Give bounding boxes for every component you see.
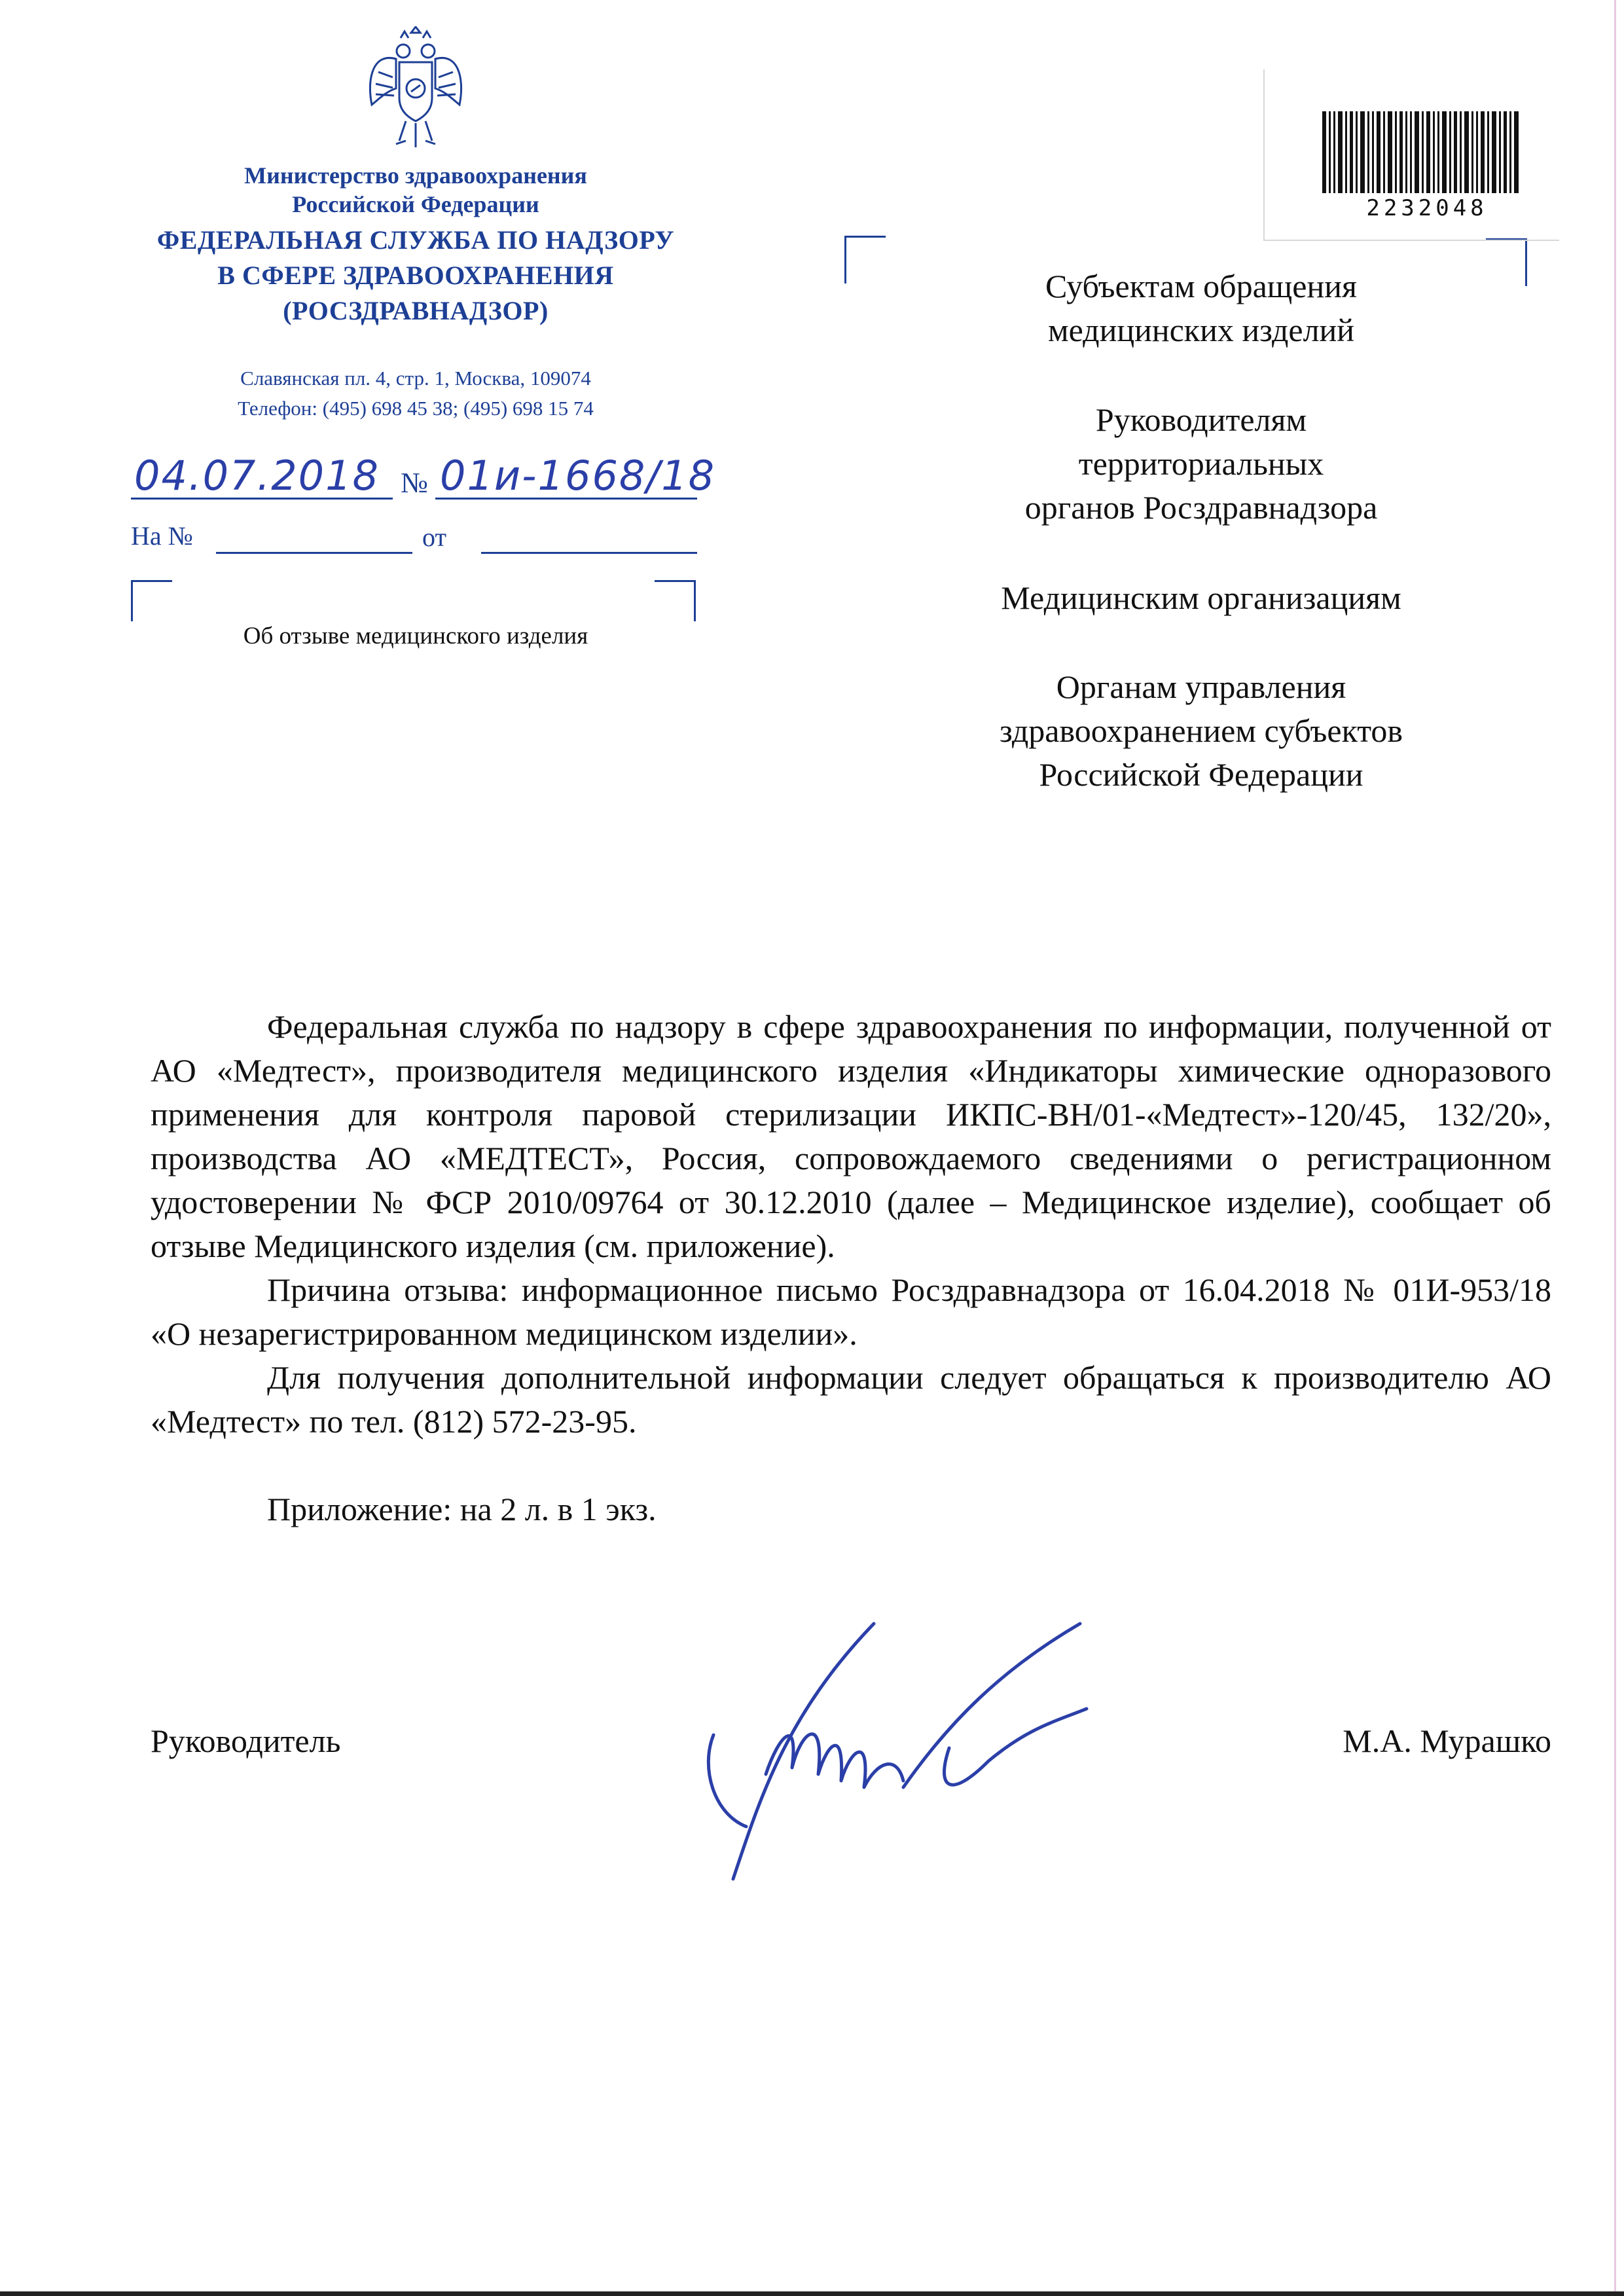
body-paragraph-2: Причина отзыва: информационное письмо Росздравнадзора от 16.04.2018 № 01И-953/18 «О незарегистрированном медицинском изделии».: [151, 1271, 1551, 1352]
addressee-2-line3: органов Росздравнадзора: [1024, 489, 1378, 526]
outgoing-number: 01и-1668/18: [440, 452, 716, 500]
reply-number-line: [216, 552, 412, 554]
attachment-note: Приложение: на 2 л. в 1 экз.: [267, 1491, 657, 1527]
letter-body: [151, 1005, 1551, 1531]
body-paragraph-1: Федеральная служба по надзору в сфере здравоохранения по информации, полученной от АО «Медтест», производителя медицинского изделия «Индикаторы химические одноразового применения для контроля паровой стерилизации ИКПС-ВН/01-«Медтест»-120/45, 132/20», производства АО «МЕДТЕСТ», Россия, сопровождаемого сведениями о регистрационном удостоверении № ФСР 2010/09764 от 30.12.2010 (далее – Медицинское изделие), сообщает об отзыве Медицинского изделия (см. приложение).: [151, 1008, 1551, 1264]
scan-edge-bottom: [0, 2291, 1624, 2296]
service-name-line3: (РОСЗДРАВНАДЗОР): [283, 296, 549, 325]
addressee-1-line1: Субъектам обращения: [1045, 268, 1357, 304]
addressee-4-line1: Органам управления: [1056, 668, 1346, 705]
number-sign: №: [401, 467, 428, 499]
outgoing-date: 04.07.2018: [134, 452, 380, 500]
handwritten-signature: [687, 1617, 1093, 1886]
ministry-name-line1: Министерство здравоохранения: [244, 162, 587, 189]
letter-subject: Об отзыве медицинского изделия: [243, 623, 588, 649]
subject-bracket-left: [131, 580, 172, 621]
service-name-line2: В СФЕРЕ ЗДРАВООХРАНЕНИЯ: [217, 261, 614, 290]
scan-edge-right: [1614, 0, 1616, 2296]
addressee-4-line3: Российской Федерации: [1039, 756, 1363, 793]
reply-to-label: На №: [131, 521, 193, 551]
addressee-2-line2: территориальных: [1078, 445, 1324, 482]
phone-numbers: Телефон: (495) 698 45 38; (495) 698 15 74: [238, 397, 594, 420]
service-name-line1: ФЕДЕРАЛЬНАЯ СЛУЖБА ПО НАДЗОРУ: [156, 225, 675, 255]
coat-of-arms-emblem: [360, 26, 471, 157]
address: Славянская пл. 4, стр. 1, Москва, 109074: [240, 367, 591, 390]
signatory-position: Руководитель: [151, 1722, 341, 1759]
reply-from-label: от: [422, 522, 446, 552]
barcode: [1322, 111, 1519, 193]
reply-date-line: [481, 552, 697, 554]
addressee-2-line1: Руководителям: [1095, 401, 1307, 438]
addressee-1-line2: медицинских изделий: [1047, 312, 1355, 348]
ministry-name-line2: Российской Федерации: [292, 191, 539, 217]
addressee-4-line2: здравоохранением субъектов: [999, 712, 1403, 749]
addressee-bracket-right: [1486, 238, 1527, 286]
body-paragraph-3: Для получения дополнительной информации следует обращаться к производителю АО «Медтест» по тел. (812) 572-23-95.: [151, 1359, 1551, 1440]
signatory-name: М.А. Мурашко: [1343, 1722, 1551, 1759]
addressee-3-line1: Медицинским организациям: [1001, 579, 1401, 616]
barcode-number: 2232048: [1366, 195, 1488, 221]
addressee-bracket-left: [844, 236, 886, 283]
subject-bracket-right: [655, 580, 696, 621]
